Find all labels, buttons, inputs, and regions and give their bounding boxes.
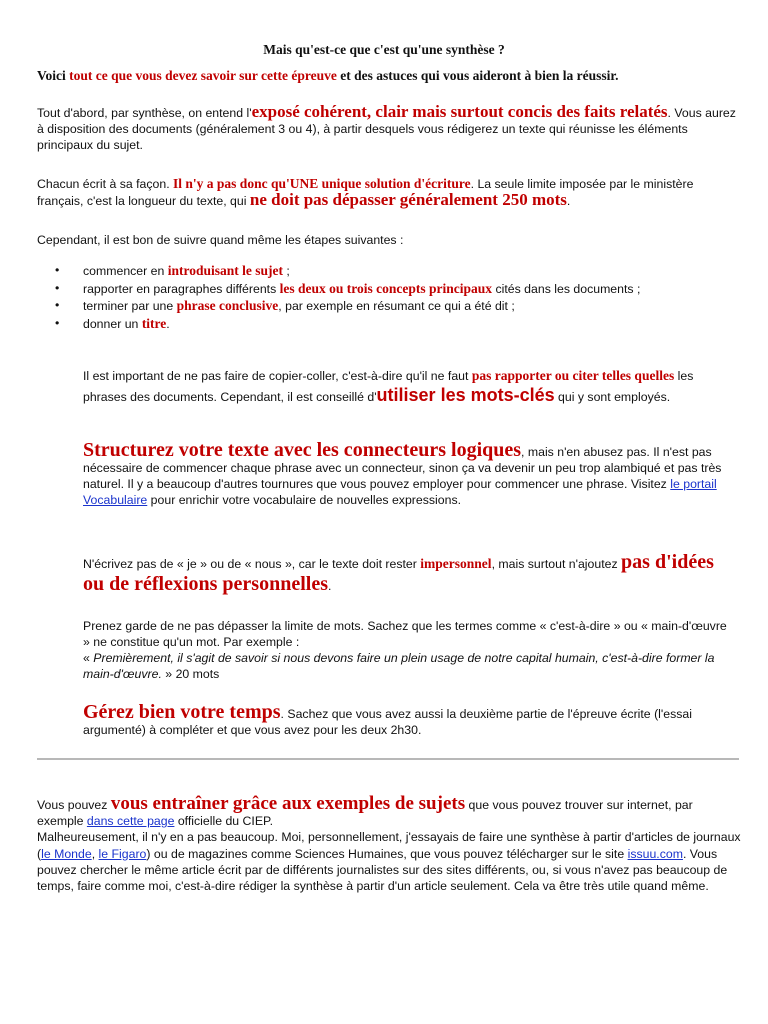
- example-quote: Premièrement, il s'agit de savoir si nous devons faire un plein usage de notre capital humain, c'est-à-dire former la main-d'œuvre.: [83, 651, 715, 681]
- copy-paste-text-mid: les phrases des documents. Cependant, il est conseillé d': [83, 369, 694, 404]
- connectors-heading: Structurez votre texte avec les connecteurs logiques: [83, 439, 522, 461]
- list-item-highlight: introduisant le sujet: [167, 263, 284, 278]
- page-title: Mais qu'est-ce que c'est qu'une synthèse ?: [263, 42, 505, 57]
- no-personal-ideas-highlight: pas d'idées ou de réflexions personnelles: [83, 551, 714, 595]
- intro-text: Voici: [37, 68, 70, 83]
- bullet-icon: •: [55, 315, 60, 330]
- practice-highlight: vous entraîner grâce aux exemples de sujets: [110, 793, 466, 814]
- bullet-icon: •: [55, 280, 60, 295]
- connectors-paragraph: [83, 439, 733, 508]
- time-paragraph: [83, 701, 733, 738]
- definition-text: Tout d'abord, par synthèse, on entend l': [37, 106, 252, 120]
- connectors-text-end: pour enrichir votre vocabulaire de nouvelles expressions.: [147, 493, 462, 507]
- list-item-text-end: .: [166, 316, 170, 331]
- connectors-text: , mais n'en abusez pas. Il n'est pas nécessaire de commencer chaque phrase avec un connecteur, sinon ça va devenir un peu trop alambiqué et pas très naturel. Il y a beaucoup d'autres tournures que vous pouvez employer pour commencer une phrase. Visitez: [83, 445, 722, 491]
- impersonal-highlight: impersonnel: [420, 556, 492, 571]
- list-item: [37, 297, 737, 315]
- quote-open: «: [83, 651, 94, 665]
- word-limit-paragraph: [83, 618, 733, 682]
- copy-paste-text: Il est important de ne pas faire de copier-coller, c'est-à-dire qu'il ne faut: [83, 369, 472, 383]
- steps-intro-paragraph: Cependant, il est bon de suivre quand même les étapes suivantes :: [37, 233, 404, 247]
- list-item-text: terminer par une: [83, 299, 177, 313]
- ciep-page-link[interactable]: dans cette page: [86, 814, 175, 829]
- no-quote-highlight: pas rapporter ou citer telles quelles: [471, 368, 675, 383]
- definition-highlight: exposé cohérent, clair mais surtout concis des faits relatés: [251, 102, 668, 121]
- intro-paragraph: [37, 68, 752, 84]
- divider: [37, 758, 739, 760]
- list-item-text-end: cités dans les documents ;: [492, 281, 641, 296]
- list-item: [37, 280, 737, 298]
- le-figaro-link[interactable]: le Figaro: [98, 846, 147, 861]
- impersonal-text: N'écrivez pas de « je » ou de « nous », car le texte doit rester: [83, 557, 421, 571]
- list-item: [37, 262, 737, 280]
- copy-paste-text-end: qui y sont employés.: [554, 390, 671, 404]
- list-item: [37, 315, 737, 333]
- practice-text-magazines: ) ou de magazines comme Sciences Humaines, que vous pouvez télécharger sur le site: [146, 846, 628, 861]
- word-limit-highlight: ne doit pas dépasser généralement 250 mots: [249, 190, 567, 209]
- issuu-link[interactable]: issuu.com: [627, 846, 683, 861]
- length-text-mid: . La seule limite imposée par le ministère français, c'est la longueur du texte, qui: [37, 177, 694, 208]
- vocabulary-portal-link[interactable]: le portail Vocabulaire: [83, 477, 717, 507]
- copy-paste-paragraph: [83, 366, 733, 407]
- bullet-icon: •: [55, 298, 60, 312]
- list-item-text: rapporter en paragraphes différents: [83, 281, 280, 296]
- list-item-highlight: titre: [141, 315, 167, 331]
- time-text: . Sachez que vous avez aussi la deuxième partie de l'épreuve écrite (l'essai argumenté) à compléter et que vous avez pour les deux 2h30.: [83, 707, 692, 737]
- practice-text-mid: que vous pouvez trouver sur internet, par exemple: [37, 798, 693, 829]
- unique-solution-highlight: Il n'y a pas donc qu'UNE unique solution d'écriture: [173, 176, 471, 191]
- steps-list: [37, 262, 737, 332]
- impersonal-paragraph: [83, 552, 733, 596]
- length-text-end: .: [566, 194, 571, 208]
- list-item-text: commencer en: [83, 264, 168, 278]
- definition-paragraph: [37, 104, 742, 153]
- practice-text-comma: ,: [91, 846, 99, 861]
- length-text: Chacun écrit à sa façon.: [37, 177, 174, 191]
- practice-paragraph: [37, 793, 742, 894]
- keywords-highlight: utiliser les mots-clés: [376, 385, 555, 405]
- practice-text-journals: Malheureusement, il n'y en a pas beaucoup. Moi, personnellement, j'essayais de faire une synthèse à partir d'articles de journaux (: [37, 830, 741, 861]
- le-monde-link[interactable]: le Monde: [41, 846, 92, 861]
- word-count: » 20 mots: [161, 667, 220, 681]
- word-limit-text: Prenez garde de ne pas dépasser la limite de mots. Sachez que les termes comme « c'est-à-dire » ou « main-d'œuvre » ne constitue qu'un mot. Par exemple :: [83, 619, 727, 649]
- list-item-highlight: phrase conclusive: [176, 298, 279, 313]
- time-heading: Gérez bien votre temps: [83, 701, 281, 723]
- practice-text-end: . Vous pouvez chercher le même article écrit par de différents journalistes sur des sites différents, ou, si vous n'avez pas beaucoup de temps, faire comme moi, c'est-à-dire rédiger la synthèse à partir d'un article seulement. Cela va être très utile quand même.: [37, 846, 728, 894]
- definition-text-end: . Vous aurez à disposition des documents (généralement 3 ou 4), à partir desquels vous rédigerez un texte qui réunisse les éléments principaux du sujet.: [37, 106, 736, 152]
- practice-text: Vous pouvez: [37, 798, 111, 812]
- practice-text-ciep: officielle du CIEP.: [174, 814, 274, 829]
- intro-highlight: tout ce que vous devez savoir sur cette épreuve: [69, 68, 337, 83]
- impersonal-text-mid: , mais surtout n'ajoutez: [491, 557, 622, 571]
- impersonal-text-end: .: [328, 579, 332, 593]
- bullet-icon: •: [55, 263, 60, 277]
- intro-text-end: et des astuces qui vous aideront à bien la réussir.: [336, 68, 619, 83]
- list-item-text-end: ;: [283, 264, 290, 278]
- list-item-text-end: , par exemple en résumant ce qui a été dit ;: [278, 299, 515, 313]
- list-item-text: donner un: [83, 316, 142, 331]
- length-paragraph: [37, 176, 742, 209]
- list-item-highlight: les deux ou trois concepts principaux: [279, 280, 493, 296]
